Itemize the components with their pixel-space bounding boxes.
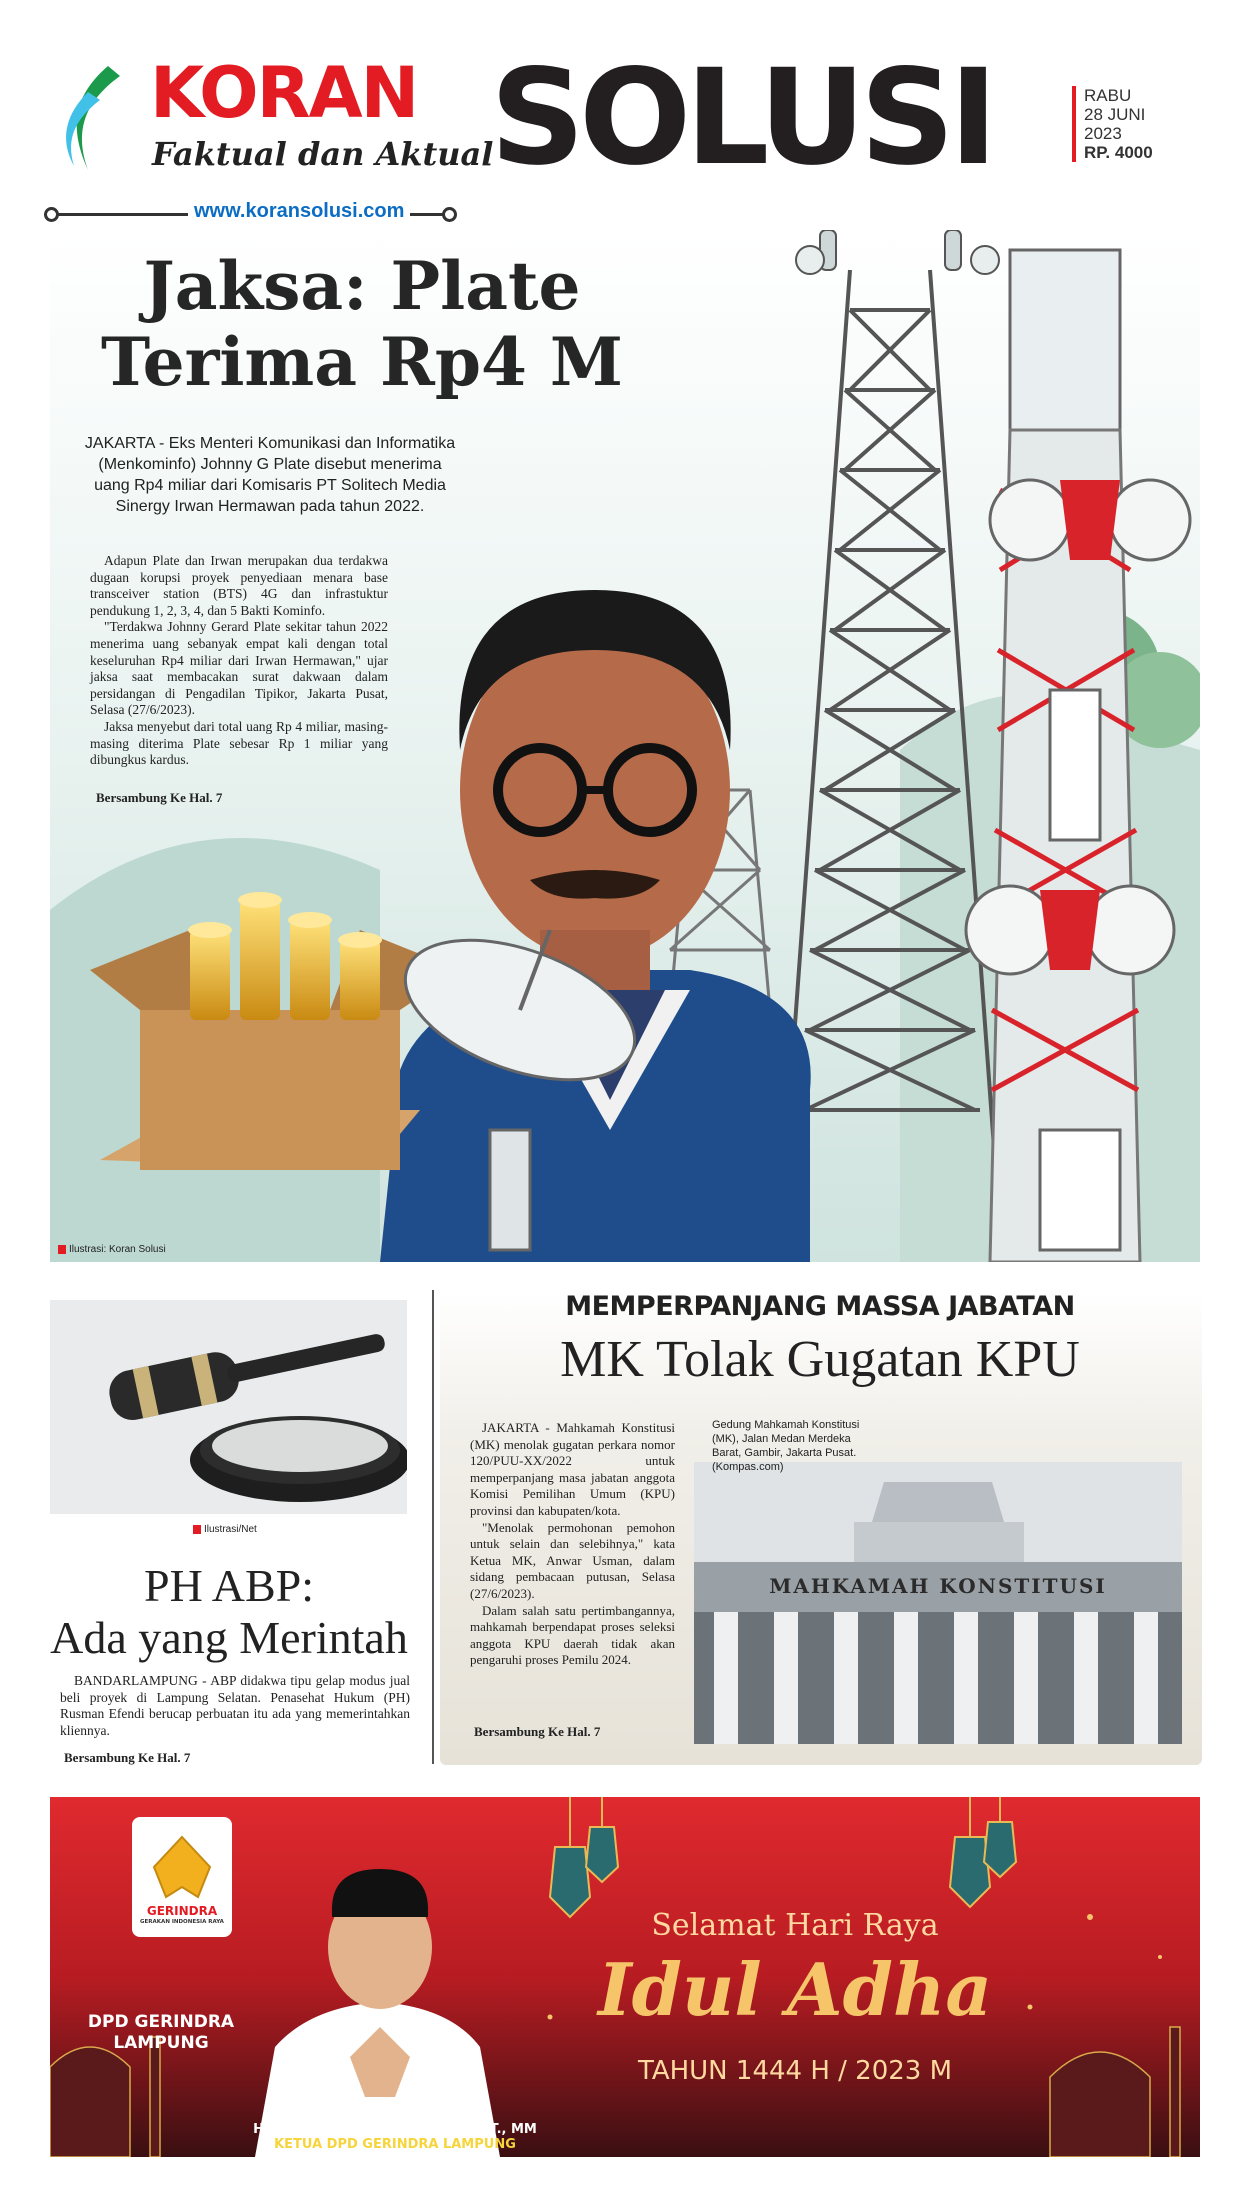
- party-logo-label: [132, 1904, 232, 1926]
- rule-dot-left: [44, 207, 59, 222]
- gavel-icon: [50, 1300, 407, 1514]
- mk-story-headline: MK Tolak Gugatan KPU: [560, 1331, 1080, 1388]
- advert-title: Idul Adha: [598, 1947, 992, 2032]
- party-branch: DPD GERINDRA LAMPUNG: [87, 2012, 235, 2053]
- figure-name: H. RAHMAT MIRZANI DJAUSAL, ST., MM: [253, 2122, 537, 2137]
- masthead: [0, 0, 1250, 230]
- mk-story-body: [470, 1420, 675, 1669]
- cover-lead: JAKARTA - Eks Menteri Komunikasi dan Informatika (Menkominfo) Johnny G Plate disebut menerima uang Rp4 miliar dari Komisaris PT Solitech Media Sinergy Irwan Hermawan pada tahun 2022.: [84, 435, 456, 515]
- advert-year: TAHUN 1444 H / 2023 M: [637, 2056, 953, 2086]
- issue-date-box: [1072, 86, 1172, 162]
- mk-photo-caption: Gedung Mahkamah Konstitusi (MK), Jalan Medan Merdeka Barat, Gambir, Jakarta Pusat. (Kompas.com): [712, 1419, 860, 1473]
- issue-year: 2023: [1084, 124, 1122, 143]
- left-headline-line1: PH ABP:: [143, 1560, 315, 1611]
- column-divider: [432, 1290, 434, 1764]
- mk-building-photo: [694, 1462, 1182, 1744]
- mk-story-continued-link[interactable]: Bersambung Ke Hal. 7: [474, 1724, 601, 1739]
- mk-paragraph: JAKARTA - Mahkamah Konstitusi (MK) menolak gugatan perkara nomor 120/PUU-XX/2022 untuk memperpanjang masa jabatan anggota Komisi Pemilihan Umum (KPU) provinsi dan kabupaten/kota.: [470, 1420, 675, 1518]
- brand-name-solusi: SOLUSI: [490, 41, 993, 195]
- party-logo-name: GERINDRA: [146, 1904, 218, 1918]
- left-story-headline: [46, 1560, 412, 1664]
- party-logo-sub: GERAKAN INDONESIA RAYA: [140, 1919, 224, 1925]
- left-headline-line2: Ada yang Merintah: [50, 1612, 408, 1663]
- cover-paragraph: "Terdakwa Johnny Gerard Plate sekitar tahun 2022 menerima uang sebanyak empat kali dengan total keseluruhan Rp4 miliar dari Irwan Hermawan," ujar jaksa saat membacakan surat dakwaan dalam persidangan di Pengadilan Tipikor, Jakarta Pusat, Selasa (27/6/2023).: [90, 619, 388, 718]
- cover-headline-line1: Jaksa: Plate: [143, 247, 581, 325]
- cover-illustration-credit: Ilustrasi: Koran Solusi: [58, 1244, 166, 1255]
- court-building-icon: [694, 1462, 1182, 1744]
- cover-paragraph: Jaksa menyebut dari total uang Rp 4 miliar, masing-masing diterima Plate sebesar Rp 1 miliar yang dibungkus kardus.: [90, 718, 388, 768]
- left-story-continued-link[interactable]: Bersambung Ke Hal. 7: [64, 1750, 191, 1765]
- figure-caption: [235, 2122, 555, 2152]
- mk-paragraph: "Menolak permohonan pemohon untuk selain dan selebihnya," kata Ketua MK, Anwar Usman, dalam sidang pembacaan putusan, Selasa (27/6/2023).: [470, 1519, 675, 1601]
- website-link[interactable]: www.koransolusi.com: [188, 200, 410, 223]
- gavel-photo: [50, 1300, 407, 1514]
- issue-price: RP. 4000: [1084, 143, 1153, 162]
- brand-name-koran: KORAN: [150, 52, 418, 134]
- left-story-body: BANDARLAMPUNG - ABP didakwa tipu gelap modus jual beli proyek di Lampung Selatan. Penasehat Hukum (PH) Rusman Efendi berucap perbuatan itu ada yang memerintahkan kliennya.: [60, 1673, 410, 1738]
- figure-title: KETUA DPD GERINDRA LAMPUNG: [274, 2137, 516, 2152]
- mk-story-kicker: MEMPERPANJANG MASSA JABATAN: [565, 1291, 1075, 1322]
- gavel-photo-credit: Ilustrasi/Net: [193, 1524, 257, 1535]
- koran-solusi-logo-icon: [48, 62, 140, 174]
- cover-continued-link[interactable]: Bersambung Ke Hal. 7: [96, 790, 223, 805]
- issue-day: RABU: [1084, 86, 1132, 105]
- court-building-sign: MAHKAMAH KONSTITUSI: [769, 1574, 1107, 1598]
- cover-paragraph: Adapun Plate dan Irwan merupakan dua terdakwa dugaan korupsi proyek penyediaan menara base transceiver station (BTS) 4G dan infrastuktur pendukung 1, 2, 3, 4, dan 5 Bakti Kominfo.: [90, 553, 388, 618]
- rule-dot-right: [442, 207, 457, 222]
- advert-greeting: Selamat Hari Raya: [651, 1908, 939, 1943]
- mk-paragraph: Dalam salah satu pertimbangannya, mahkamah berpendapat proses seleksi anggota KPU daerah tidak akan pengaruhi proses Pemilu 2024.: [470, 1602, 675, 1668]
- cover-body: [90, 553, 388, 769]
- issue-date: 28 JUNI: [1084, 105, 1146, 124]
- tagline: Faktual dan Aktual: [152, 135, 494, 173]
- cover-headline: [92, 248, 632, 400]
- cover-headline-line2: Terima Rp4 M: [101, 323, 623, 401]
